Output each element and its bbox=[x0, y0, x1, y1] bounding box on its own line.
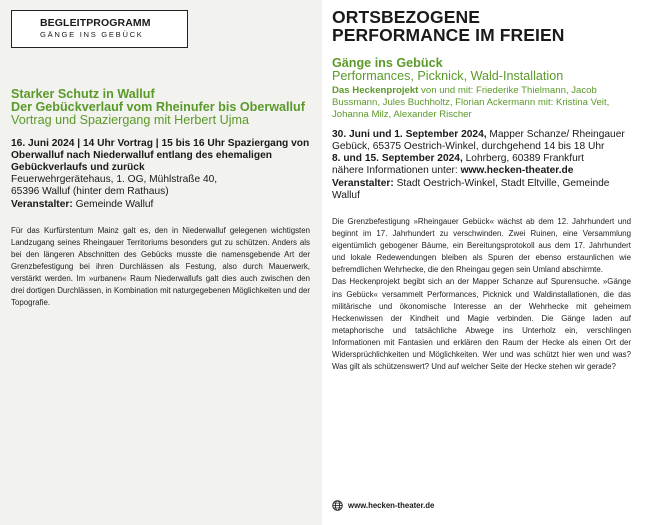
organizer-value: Gemeinde Walluf bbox=[72, 198, 154, 210]
globe-icon bbox=[332, 500, 343, 511]
credits-project: Das Heckenprojekt bbox=[332, 85, 419, 97]
info-dates-1-place: Mapper Schanze/ Rheingauer Gebück, 65375 Oestrich-Winkel, durchgehend 14 bis 18 Uhr bbox=[332, 128, 625, 152]
info-dates-2-date: 8. und 15. September 2024, bbox=[332, 153, 463, 165]
info-dates-1-date: 30. Juni und 1. September 2024, bbox=[332, 128, 487, 140]
event-info bbox=[11, 138, 310, 211]
info-dates-2 bbox=[332, 153, 631, 165]
organizer-label: Veranstalter: bbox=[332, 177, 394, 189]
event-subtitle: Vortrag und Spaziergang mit Herbert Ujma bbox=[11, 113, 249, 128]
program-badge bbox=[11, 10, 188, 48]
credits-names: von und mit: Friederike Thielmann, Jacob Bussmann, Jules Buchholtz, Florian Ackermann mit: Kristina Veit, Johanna Milz, Alexander Rischer bbox=[332, 85, 610, 120]
event-description: Für das Kurfürstentum Mainz galt es, den in Niederwalluf gelegenen wichtigsten Landzugang seines Rheingauer Territoriums besonders gut zu schützen. Anders als bei den längeren Abschnitten des Gebücks musste die namensgebende Art der Grenzbefestigung bei ihren Durchlässen als Festung, also durch Mauerwerk, verstärkt werden. Im »urbanen« Raum Niederwallufs galt dies auch zwischen den drei dortigen Durchlässen, in Kombination mit naturgegebenen Möglichkeiten und der Topografie. bbox=[11, 225, 310, 308]
badge-title: BEGLEITPROGRAMM bbox=[40, 17, 151, 29]
performance-subtitle: Performances, Picknick, Wald-Installation bbox=[332, 69, 564, 84]
section-title: ORTSBEZOGENE PERFORMANCE IM FREIEN bbox=[332, 7, 565, 45]
event-title: Starker Schutz in Walluf Der Gebückverlauf vom Rheinufer bis Oberwalluf bbox=[11, 87, 305, 115]
info-more-label: nähere Informationen unter: bbox=[332, 165, 461, 177]
website-footer[interactable] bbox=[332, 500, 434, 511]
left-column bbox=[0, 0, 322, 525]
footer-url[interactable]: www.hecken-theater.de bbox=[348, 501, 435, 510]
right-column bbox=[322, 0, 645, 525]
info-dates-2-place: Lohrberg, 60389 Frankfurt bbox=[462, 153, 584, 165]
event-date-time: 16. Juni 2024 | 14 Uhr Vortrag | 15 bis 16 Uhr Spaziergang von Oberwalluf nach Niederwalluf entlang des ehemaligen Gebückverlaufs und zurück bbox=[11, 137, 310, 174]
organizer-value: Stadt Oestrich-Winkel, Stadt Eltville, Gemeinde Walluf bbox=[332, 177, 610, 201]
event-heading bbox=[11, 88, 310, 128]
performance-info bbox=[332, 129, 631, 202]
performance-heading bbox=[332, 57, 631, 83]
info-more bbox=[332, 165, 631, 177]
info-dates-1 bbox=[332, 129, 631, 153]
performance-description bbox=[332, 216, 631, 373]
event-organizer bbox=[11, 199, 310, 211]
performance-title: Gänge ins Gebück bbox=[332, 56, 443, 70]
info-more-url[interactable]: www.hecken-theater.de bbox=[460, 165, 574, 177]
performance-organizer bbox=[332, 178, 631, 202]
badge-subtitle: GÄNGE INS GEBÜCK bbox=[40, 30, 144, 39]
organizer-label: Veranstalter: bbox=[11, 198, 73, 210]
event-venue: Feuerwehrgerätehaus, 1. OG, Mühlstraße 40, 65396 Walluf (hinter dem Rathaus) bbox=[11, 174, 218, 198]
credits bbox=[332, 85, 631, 120]
description-paragraph-1: Die Grenzbefestigung »Rheingauer Gebück« wächst ab dem 12. Jahrhundert und beginnt im 17. Jahrhundert zu verschwinden. Zwei Ruinen, eine Versammlung eigentümlich gebogener Bäume, ein Bereitungsprotokoll aus dem 17. Jahrhundert und lokale Redewendungen bleiben als Spuren der ebenso erstaunlichen wie befremdlichen Wehrhecke, die den Rheingau gegen sein Umland abschirmte. bbox=[332, 217, 631, 275]
description-paragraph-2: Das Heckenprojekt begibt sich an der Mapper Schanze auf Spurensuche. »Gänge ins Gebück« versammelt Performances, Picknick und Waldinstallationen, die das militärische und ökonomische Interesse an der Wehrhecke mit geheimem Heckenwissen der Kindheit und Magie verbinden. Die Gänge laden auf metaphorische und tatsächliche Abwege ins Unterholz ein, verschlingen Informationen mit Fantasien und erklären den Raum der Hecke als einen Ort der Widersprüchlichkeiten und Möglichkeiten. Wer und was schützt hier wen und was? Was gilt als schützenswert? Und auf welcher Seite der Hecke stehen wir gerade? bbox=[332, 277, 631, 372]
